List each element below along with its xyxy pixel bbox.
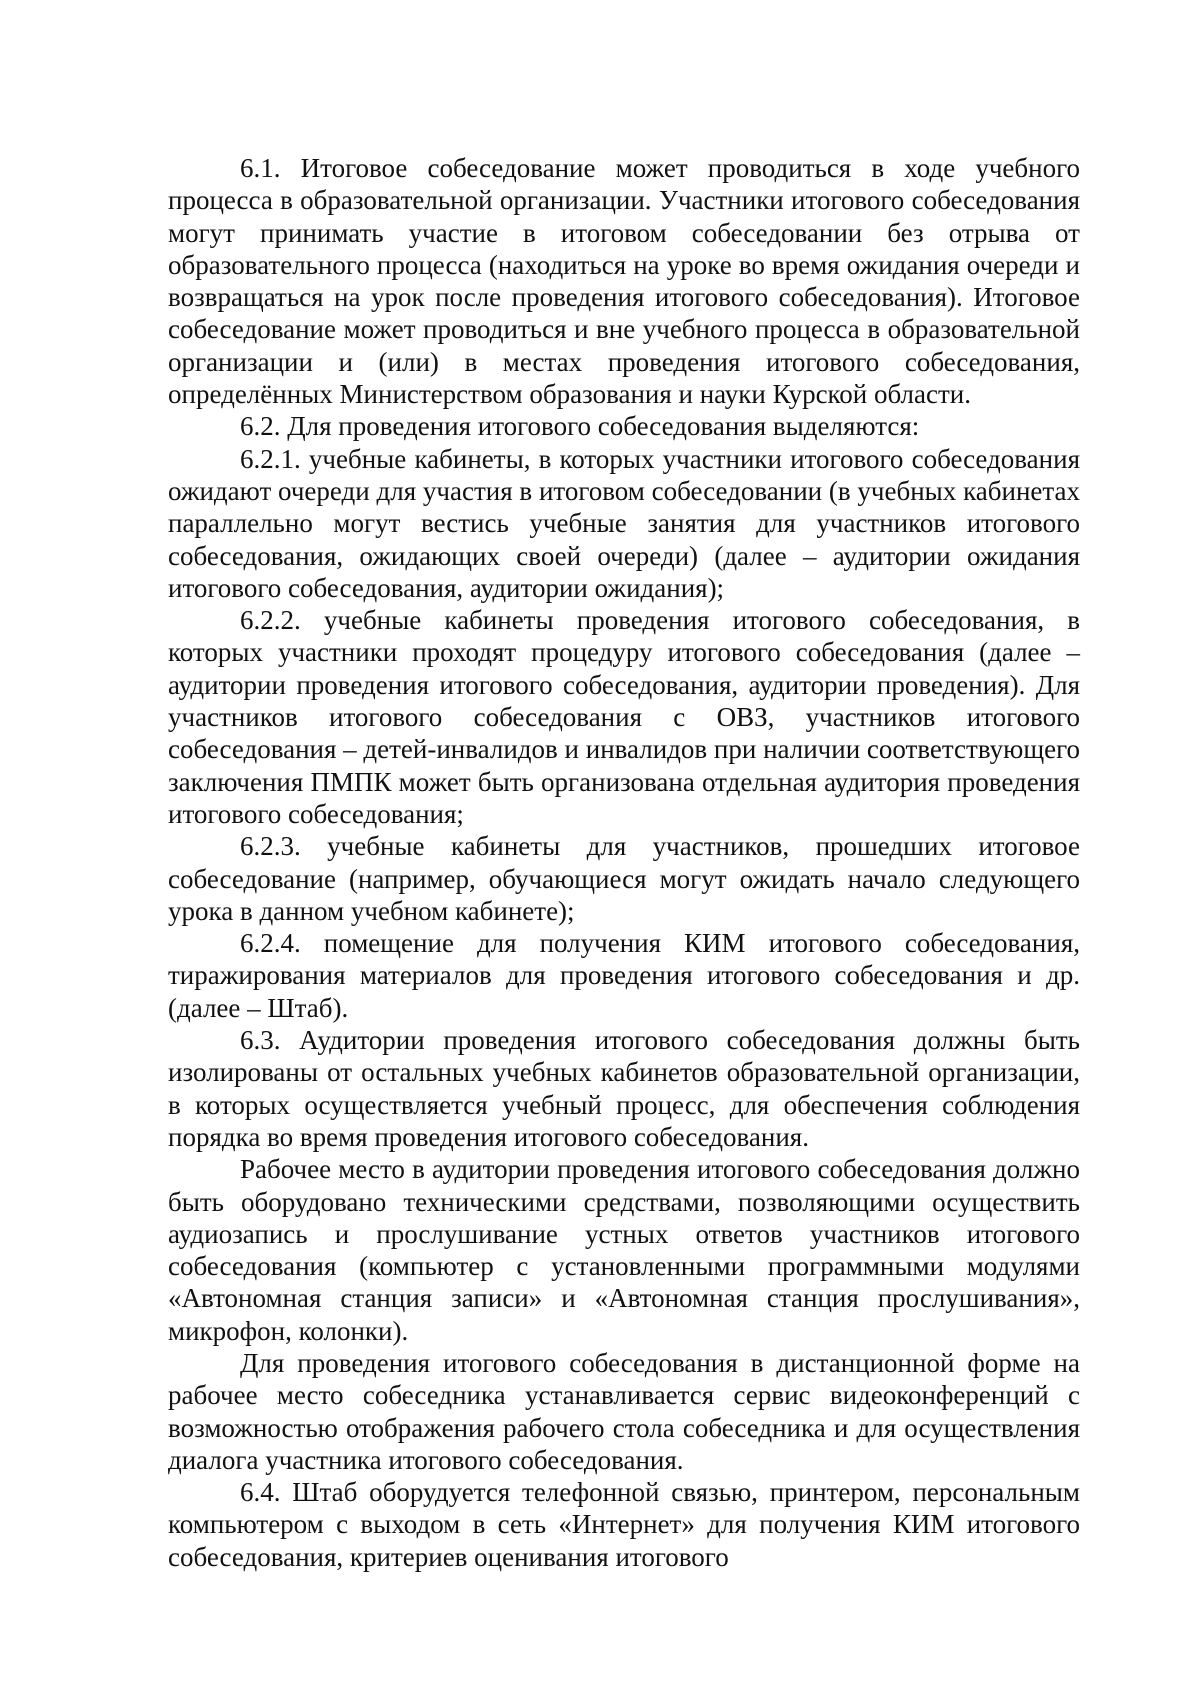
paragraph-6-1: 6.1. Итоговое собеседование может проводиться в ходе учебного процесса в образовательной организации. Участники итогового собеседования могут принимать участие в итоговом собеседовании без отрыва от образовательного процесса (находиться на уроке во время ожидания очереди и возвращаться на урок после проведения итогового собеседования). Итоговое собеседование может проводиться и вне учебного процесса в образовательной организации и (или) в местах проведения итогового собеседования, определённых Министерством образования и науки Курской области. [168, 153, 1080, 410]
document-body [168, 152, 1080, 1573]
paragraph-6-4: 6.4. Штаб оборудуется телефонной связью, принтером, персональным компьютером с выходом в сеть «Интернет» для получения КИМ итогового собеседования, критериев оценивания итогового [168, 1477, 1080, 1572]
paragraph-6-2-4: 6.2.4. помещение для получения КИМ итогового собеседования, тиражирования материалов для проведения итогового собеседования и др. (далее – Штаб). [168, 928, 1080, 1023]
paragraph-6-2-1: 6.2.1. учебные кабинеты, в которых участники итогового собеседования ожидают очереди для участия в итоговом собеседовании (в учебных кабинетах параллельно могут вестись учебные занятия для участников итогового собеседования, ожидающих своей очереди) (далее – аудитории ожидания итогового собеседования, аудитории ожидания); [168, 443, 1080, 603]
paragraph-6-2: 6.2. Для проведения итогового собеседования выделяются: [240, 411, 920, 442]
paragraph-6-2-3: 6.2.3. учебные кабинеты для участников, прошедших итоговое собеседование (например, обучающиеся могут ожидать начало следующего урока в данном учебном кабинете); [168, 831, 1080, 926]
paragraph-workplace: Рабочее место в аудитории проведения итогового собеседования должно быть оборудовано техническими средствами, позволяющими осуществить аудиозапись и прослушивание устных ответов участников итогового собеседования (компьютер с установленными программными модулями «Автономная станция записи» и «Автономная станция прослушивания», микрофон, колонки). [168, 1154, 1080, 1346]
paragraph-remote-form: Для проведения итогового собеседования в дистанционной форме на рабочее место собеседника устанавливается сервис видеоконференций с возможностью отображения рабочего стола собеседника и для осуществления диалога участника итогового собеседования. [168, 1347, 1080, 1475]
paragraph-6-2-2: 6.2.2. учебные кабинеты проведения итогового собеседования, в которых участники проходят процедуру итогового собеседования (далее – аудитории проведения итогового собеседования, аудитории проведения). Для участников итогового собеседования с ОВЗ, участников итогового собеседования – детей-инвалидов и инвалидов при наличии соответствующего заключения ПМПК может быть организована отдельная аудитория проведения итогового собеседования; [168, 605, 1080, 829]
paragraph-6-3: 6.3. Аудитории проведения итогового собеседования должны быть изолированы от остальных учебных кабинетов образовательной организации, в которых осуществляется учебный процесс, для обеспечения соблюдения порядка во время проведения итогового собеседования. [168, 1025, 1080, 1152]
